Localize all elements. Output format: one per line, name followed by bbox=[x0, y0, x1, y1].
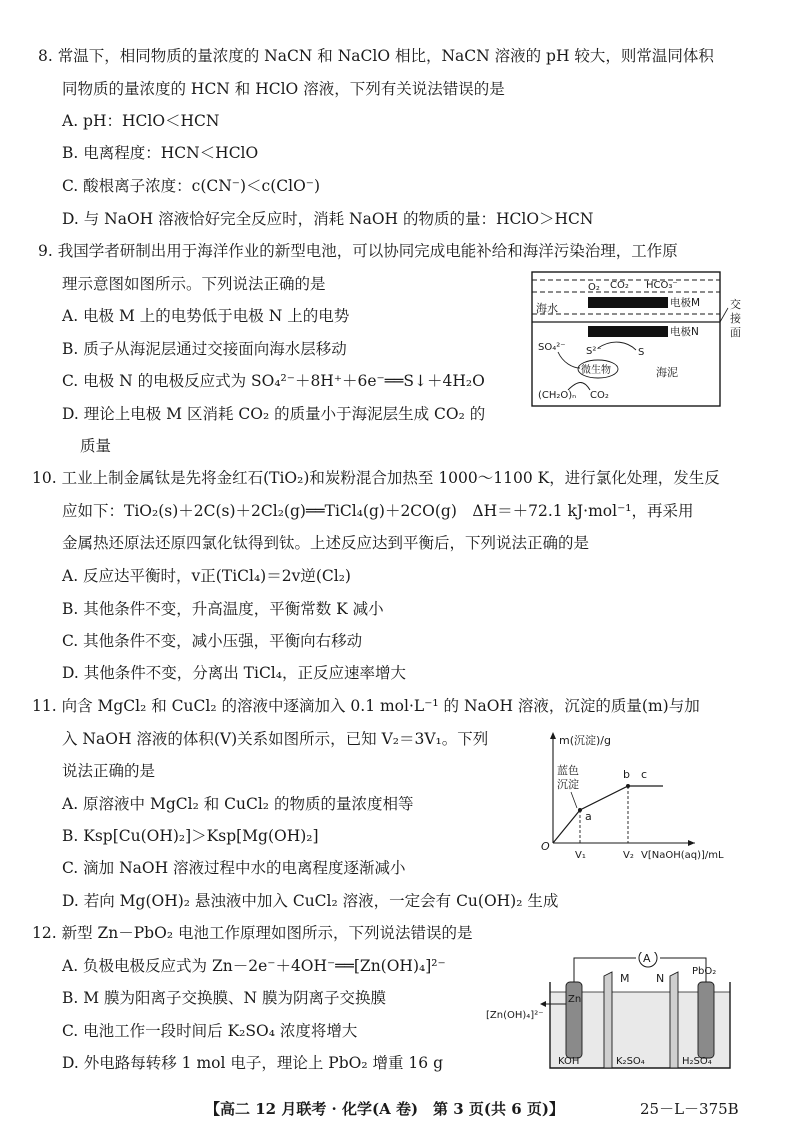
q11-precipitate-graph bbox=[535, 728, 775, 868]
y-axis-arrow bbox=[550, 732, 556, 739]
zn-label: Zn bbox=[568, 994, 582, 1005]
q8-option-b: B. 电离程度：HCN＜HClO bbox=[62, 144, 259, 162]
mud-label: 海泥 bbox=[656, 366, 678, 379]
q9-option-d-line1: D. 理论上电极 M 区消耗 CO₂ 的质量小于海泥层生成 CO₂ 的 bbox=[62, 405, 486, 423]
o2-label: O₂ bbox=[588, 282, 600, 293]
q10-option-d: D. 其他条件不变，分离出 TiCl₄，正反应速率增大 bbox=[62, 664, 406, 682]
point-a-label: a bbox=[585, 810, 592, 823]
zn-complex-label: [Zn(OH)₄]²⁻ bbox=[486, 1010, 544, 1021]
q11-option-c: C. 滴加 NaOH 溶液过程中水的电离程度逐渐减小 bbox=[62, 859, 406, 877]
ch2o-label: (CH₂O)ₙ bbox=[538, 390, 577, 401]
s2-label: S²⁻ bbox=[586, 346, 602, 357]
q11-stem-line1: 11. 向含 MgCl₂ 和 CuCl₂ 的溶液中逐滴加入 0.1 mol·L⁻¹ 的 NaOH 溶液，沉淀的质量(m)与加 bbox=[32, 697, 700, 715]
origin-label: O bbox=[541, 840, 550, 853]
seawater-label: 海水 bbox=[536, 302, 558, 315]
pbo2-label: PbO₂ bbox=[692, 966, 717, 977]
y-axis-label: m(沉淀)/g bbox=[559, 734, 611, 747]
blue-precipitate-pointer bbox=[571, 792, 577, 808]
electrode-n-plate bbox=[588, 326, 668, 337]
membrane-n bbox=[670, 972, 678, 1068]
paper-code: 25－L－375B bbox=[640, 1100, 739, 1118]
q11-option-d: D. 若向 Mg(OH)₂ 悬浊液中加入 CuCl₂ 溶液，一定会有 Cu(OH)₂ 生成 bbox=[62, 892, 559, 910]
h2so4-label: H₂SO₄ bbox=[682, 1056, 712, 1067]
q9-stem-line1: 9. 我国学者研制出用于海洋作业的新型电池，可以协同完成电能补给和海洋污染治理，工作原 bbox=[38, 242, 678, 260]
interface-label-3: 面 bbox=[730, 326, 741, 339]
q11-stem-line2: 入 NaOH 溶液的体积(V)关系如图所示，已知 V₂＝3V₁。下列 bbox=[62, 730, 489, 748]
ch2o-to-co2-arrow bbox=[568, 383, 590, 391]
co2-top-label: CO₂ bbox=[610, 280, 629, 291]
co2-bottom-label: CO₂ bbox=[590, 390, 609, 401]
interface-label-2: 接 bbox=[730, 312, 741, 325]
q8-option-d: D. 与 NaOH 溶液恰好完全反应时，消耗 NaOH 的物质的量：HClO＞HCN bbox=[62, 210, 594, 228]
q12-option-d: D. 外电路每转移 1 mol 电子，理论上 PbO₂ 增重 16 g bbox=[62, 1054, 443, 1072]
q8-stem-line1: 8. 常温下，相同物质的量浓度的 NaCN 和 NaClO 相比，NaCN 溶液的 pH 较大，则常温同体积 bbox=[38, 47, 714, 65]
q12-stem: 12. 新型 Zn－PbO₂ 电池工作原理如图所示，下列说法错误的是 bbox=[32, 924, 473, 942]
s-label: S bbox=[638, 347, 645, 358]
q11-option-a: A. 原溶液中 MgCl₂ 和 CuCl₂ 的物质的量浓度相等 bbox=[62, 795, 414, 813]
membrane-n-label: N bbox=[656, 972, 665, 985]
q9-option-b: B. 质子从海泥层通过交接面向海水层移动 bbox=[62, 340, 347, 358]
point-b-label: b bbox=[623, 768, 630, 781]
q8-stem-line2: 同物质的量浓度的 HCN 和 HClO 溶液，下列有关说法错误的是 bbox=[62, 80, 505, 98]
q9-battery-diagram bbox=[528, 268, 758, 410]
q11-option-b: B. Ksp[Cu(OH)₂]＞Ksp[Mg(OH)₂] bbox=[62, 827, 319, 845]
q8-option-a: A. pH：HClO＜HCN bbox=[62, 112, 220, 130]
s2-to-s-arrow bbox=[598, 342, 636, 350]
electrode-m-plate bbox=[588, 297, 668, 308]
q9-option-c: C. 电极 N 的电极反应式为 SO₄²⁻＋8H⁺＋6e⁻══S↓＋4H₂O bbox=[62, 372, 485, 390]
ammeter-label: A bbox=[643, 952, 651, 965]
point-c-label: c bbox=[641, 768, 648, 781]
x-axis-arrow bbox=[688, 840, 695, 846]
page-footer: 【高二 12 月联考 · 化学(A 卷) 第 3 页(共 6 页)】 bbox=[205, 1100, 564, 1118]
q12-option-b: B. M 膜为阳离子交换膜、N 膜为阴离子交换膜 bbox=[62, 989, 387, 1007]
membrane-m bbox=[604, 972, 612, 1068]
q9-option-a: A. 电极 M 上的电势低于电极 N 上的电势 bbox=[62, 307, 350, 325]
q10-option-b: B. 其他条件不变，升高温度，平衡常数 K 减小 bbox=[62, 600, 384, 618]
q9-option-d-line2: 质量 bbox=[80, 437, 112, 455]
blue-precipitate-label-2: 沉淀 bbox=[557, 778, 579, 791]
microbe-label: 微生物 bbox=[581, 365, 611, 376]
pbo2-electrode bbox=[698, 982, 714, 1058]
koh-label: KOH bbox=[558, 1056, 580, 1067]
v2-label: V₂ bbox=[623, 850, 634, 861]
v1-label: V₁ bbox=[575, 850, 586, 861]
q10-option-c: C. 其他条件不变，减小压强，平衡向右移动 bbox=[62, 632, 363, 650]
electrode-m-label: 电极M bbox=[670, 297, 701, 309]
q8-option-c: C. 酸根离子浓度：c(CN⁻)＜c(ClO⁻) bbox=[62, 177, 321, 195]
precipitate-curve bbox=[553, 786, 663, 843]
interface-label-1: 交 bbox=[730, 298, 741, 311]
x-axis-label: V[NaOH(aq)]/mL bbox=[641, 850, 724, 861]
q12-option-c: C. 电池工作一段时间后 K₂SO₄ 浓度将增大 bbox=[62, 1022, 358, 1040]
electrode-n-label: 电极N bbox=[670, 326, 699, 338]
q12-cell-diagram bbox=[486, 952, 776, 1080]
so4-arrow bbox=[558, 352, 580, 368]
point-b-marker bbox=[626, 784, 630, 788]
q10-option-a: A. 反应达平衡时，v正(TiCl₄)＝2v逆(Cl₂) bbox=[62, 567, 351, 585]
point-a-marker bbox=[578, 808, 582, 812]
hco3-label: HCO₃⁻ bbox=[646, 280, 678, 291]
q12-option-a: A. 负极电极反应式为 Zn－2e⁻＋4OH⁻══[Zn(OH)₄]²⁻ bbox=[62, 957, 446, 975]
q10-stem-line3: 金属热还原法还原四氯化钛得到钛。上述反应达到平衡后，下列说法正确的是 bbox=[62, 534, 590, 552]
q9-stem-line2: 理示意图如图所示。下列说法正确的是 bbox=[62, 275, 326, 293]
so4-label: SO₄²⁻ bbox=[538, 342, 566, 353]
q10-stem-line2: 应如下：TiO₂(s)＋2C(s)＋2Cl₂(g)══TiCl₄(g)＋2CO(g) ΔH＝＋72.1 kJ·mol⁻¹，再采用 bbox=[62, 502, 694, 520]
k2so4-label: K₂SO₄ bbox=[616, 1056, 645, 1067]
q10-stem-line1: 10. 工业上制金属钛是先将金红石(TiO₂)和炭粉混合加热至 1000～1100 K，进行氯化处理，发生反 bbox=[32, 469, 720, 487]
blue-precipitate-label-1: 蓝色 bbox=[557, 764, 579, 777]
membrane-m-label: M bbox=[620, 972, 630, 985]
zn-complex-arrowhead bbox=[540, 1001, 546, 1007]
q11-stem-line3: 说法正确的是 bbox=[62, 762, 156, 780]
